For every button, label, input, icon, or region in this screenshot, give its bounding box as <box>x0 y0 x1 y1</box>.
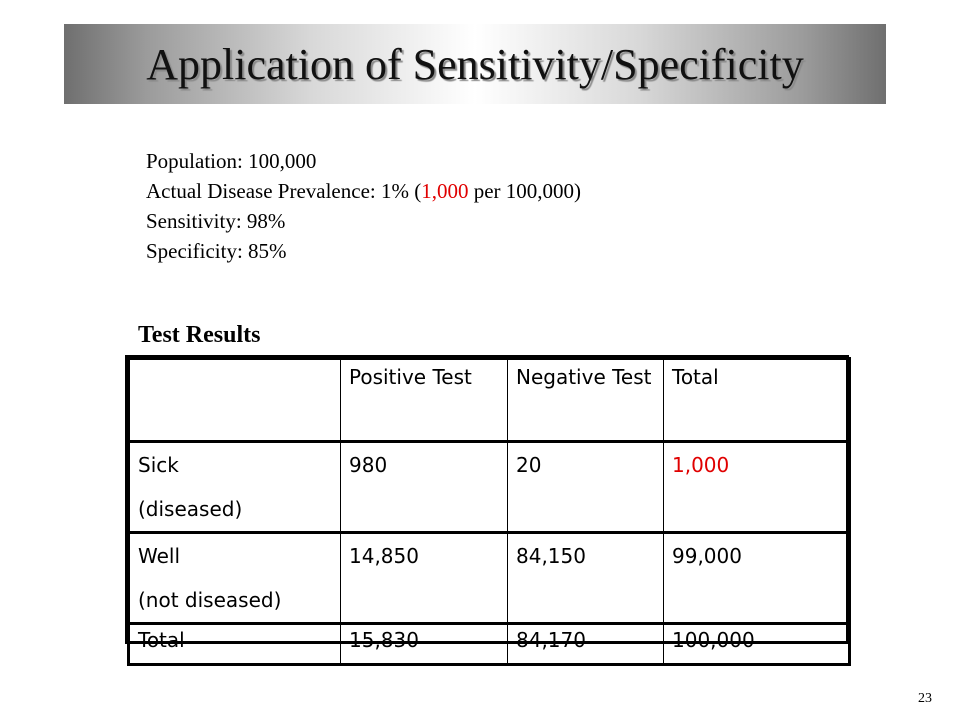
table-title: Test Results <box>138 322 261 348</box>
prevalence-suffix: per 100,000) <box>468 179 582 203</box>
results-table <box>127 357 851 666</box>
population-line: Population: 100,000 <box>146 149 317 173</box>
cell-sick-negative: 20 <box>508 442 664 533</box>
header-cell-total: Total <box>664 359 850 442</box>
cell-total-positive: 15,830 <box>341 624 508 665</box>
prevalence-prefix: Actual Disease Prevalence: 1% ( <box>146 179 422 203</box>
specificity-line: Specificity: 85% <box>146 239 287 263</box>
row-label-line1: Sick <box>138 453 179 477</box>
cell-sick-positive: 980 <box>341 442 508 533</box>
cell-total-negative: 84,170 <box>508 624 664 665</box>
table-row-well <box>129 533 850 624</box>
slide-title: Application of Sensitivity/Specificity <box>146 39 804 89</box>
prevalence-line <box>146 176 581 206</box>
table-header-row <box>129 359 850 442</box>
parameters-block <box>146 146 581 266</box>
cell-well-negative: 84,150 <box>508 533 664 624</box>
row-label-line1: Well <box>138 544 181 568</box>
cell-grand-total: 100,000 <box>664 624 850 665</box>
row-label-line2: (diseased) <box>138 497 243 521</box>
cell-well-positive: 14,850 <box>341 533 508 624</box>
table-row-sick <box>129 442 850 533</box>
sensitivity-line: Sensitivity: 98% <box>146 209 286 233</box>
row-label-line2: (not diseased) <box>138 588 282 612</box>
cell-sick-total: 1,000 <box>664 442 850 533</box>
row-label-sick <box>129 442 341 533</box>
cell-well-total: 99,000 <box>664 533 850 624</box>
row-label-total: Total <box>129 624 341 665</box>
row-label-well <box>129 533 341 624</box>
prevalence-highlight: 1,000 <box>421 179 469 203</box>
header-cell-positive: Positive Test <box>341 359 508 442</box>
page-number: 23 <box>918 691 932 706</box>
table-row-total <box>129 624 850 665</box>
title-banner <box>64 24 886 104</box>
header-cell-empty <box>129 359 341 442</box>
header-cell-negative: Negative Test <box>508 359 664 442</box>
